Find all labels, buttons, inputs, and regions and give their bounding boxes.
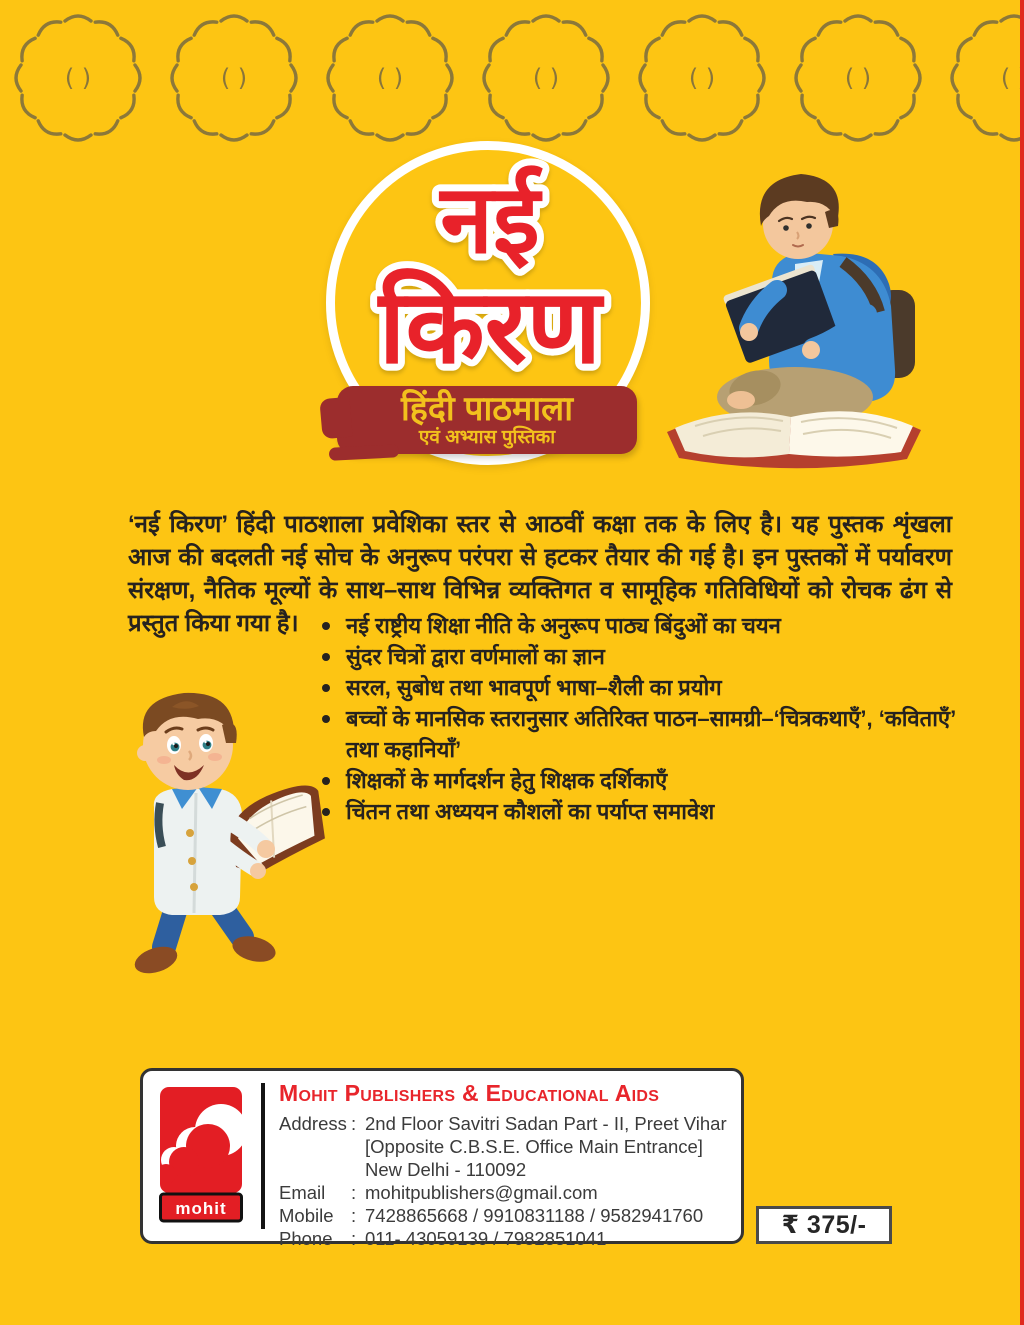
intro-paragraph: ‘नई किरण’ हिंदी पाठशाला प्रवेशिका स्तर से आठवीं कक्षा तक के लिए है। यह पुस्तक शृंखला आज की बदलती नई सोच के अनुरूप परंपरा से हटकर तैयार की गई है। इन पुस्तकों में पर्यावरण संरक्षण, नैतिक मूल्यों के साथ–साथ विभिन्न व्यक्तिगत व सामूहिक गतिविधियों को रोचक ढंग से प्रस्तुत किया गया है।	[128, 511, 952, 637]
feature-item	[318, 672, 968, 703]
title-line-1: नई	[440, 167, 540, 273]
email-label: Email	[279, 1182, 326, 1203]
boy-walking-illustration	[72, 685, 347, 985]
feature-item	[318, 796, 968, 827]
feature-list	[318, 610, 968, 827]
publisher-row-phone	[279, 1227, 731, 1250]
feature-text: नई राष्ट्रीय शिक्षा नीति के अनुरूप पाठ्य बिंदुओं का चयन	[346, 613, 781, 638]
publisher-logo	[159, 1086, 243, 1224]
publisher-contact-rows	[279, 1112, 731, 1250]
subtitle-banner	[337, 386, 637, 454]
publisher-card	[140, 1068, 744, 1249]
feature-item	[318, 765, 968, 796]
address-value: 2nd Floor Savitri Sadan Part - II, Preet Vihar [Opposite C.B.S.E. Office Main Entrance] New Delhi - 110092	[365, 1113, 727, 1180]
email-value: mohitpublishers@gmail.com	[365, 1182, 598, 1203]
publisher-row-email	[279, 1181, 731, 1204]
feature-text: चिंतन तथा अध्ययन कौशलों का पर्याप्त समावेश	[346, 799, 715, 824]
address-label: Address	[279, 1113, 347, 1134]
price-text: ₹ 375/-	[781, 1211, 867, 1239]
feature-text: सुंदर चित्रों द्वारा वर्णमालों का ज्ञान	[346, 644, 605, 669]
feature-text: सरल, सुबोध तथा भावपूर्ण भाषा–शैली का प्रयोग	[346, 675, 722, 700]
feature-text: बच्चों के मानसिक स्तरानुसार अतिरिक्त पाठन–सामग्री–‘चित्रकथाएँ’, ‘कविताएँ’ तथा कहानियाँ’	[346, 706, 956, 762]
phone-value: 011- 43059139 / 7982851041	[365, 1228, 607, 1249]
phone-label: Phone	[279, 1228, 333, 1249]
feature-item	[318, 641, 968, 672]
price-badge	[756, 1206, 892, 1244]
colon: :	[351, 1182, 357, 1203]
publisher-info	[279, 1080, 731, 1250]
subtitle-line-1: हिंदी पाठमाला	[400, 390, 574, 428]
colon: :	[351, 1205, 357, 1226]
mobile-label: Mobile	[279, 1205, 334, 1226]
publisher-name: Mohit Publishers & Educational Aids	[279, 1080, 660, 1106]
feature-item	[318, 610, 968, 641]
subtitle-line-2: एवं अभ्यास पुस्तिका	[418, 427, 556, 448]
publisher-logo-text: mohit	[175, 1199, 227, 1218]
boy-reading-illustration	[645, 162, 940, 477]
feature-item	[318, 703, 968, 765]
publisher-card-divider	[261, 1083, 265, 1229]
right-edge-red-line	[1020, 0, 1024, 1325]
title-line-2: किरण	[378, 269, 602, 384]
colon: :	[351, 1113, 357, 1134]
decorative-pattern-band	[0, 0, 1024, 162]
publisher-row-mobile	[279, 1204, 731, 1227]
colon: :	[351, 1228, 357, 1249]
publisher-row-address	[279, 1112, 731, 1181]
feature-text: शिक्षकों के मार्गदर्शन हेतु शिक्षक दर्शिकाएँ	[346, 768, 668, 793]
mobile-value: 7428865668 / 9910831188 / 9582941760	[365, 1205, 704, 1226]
